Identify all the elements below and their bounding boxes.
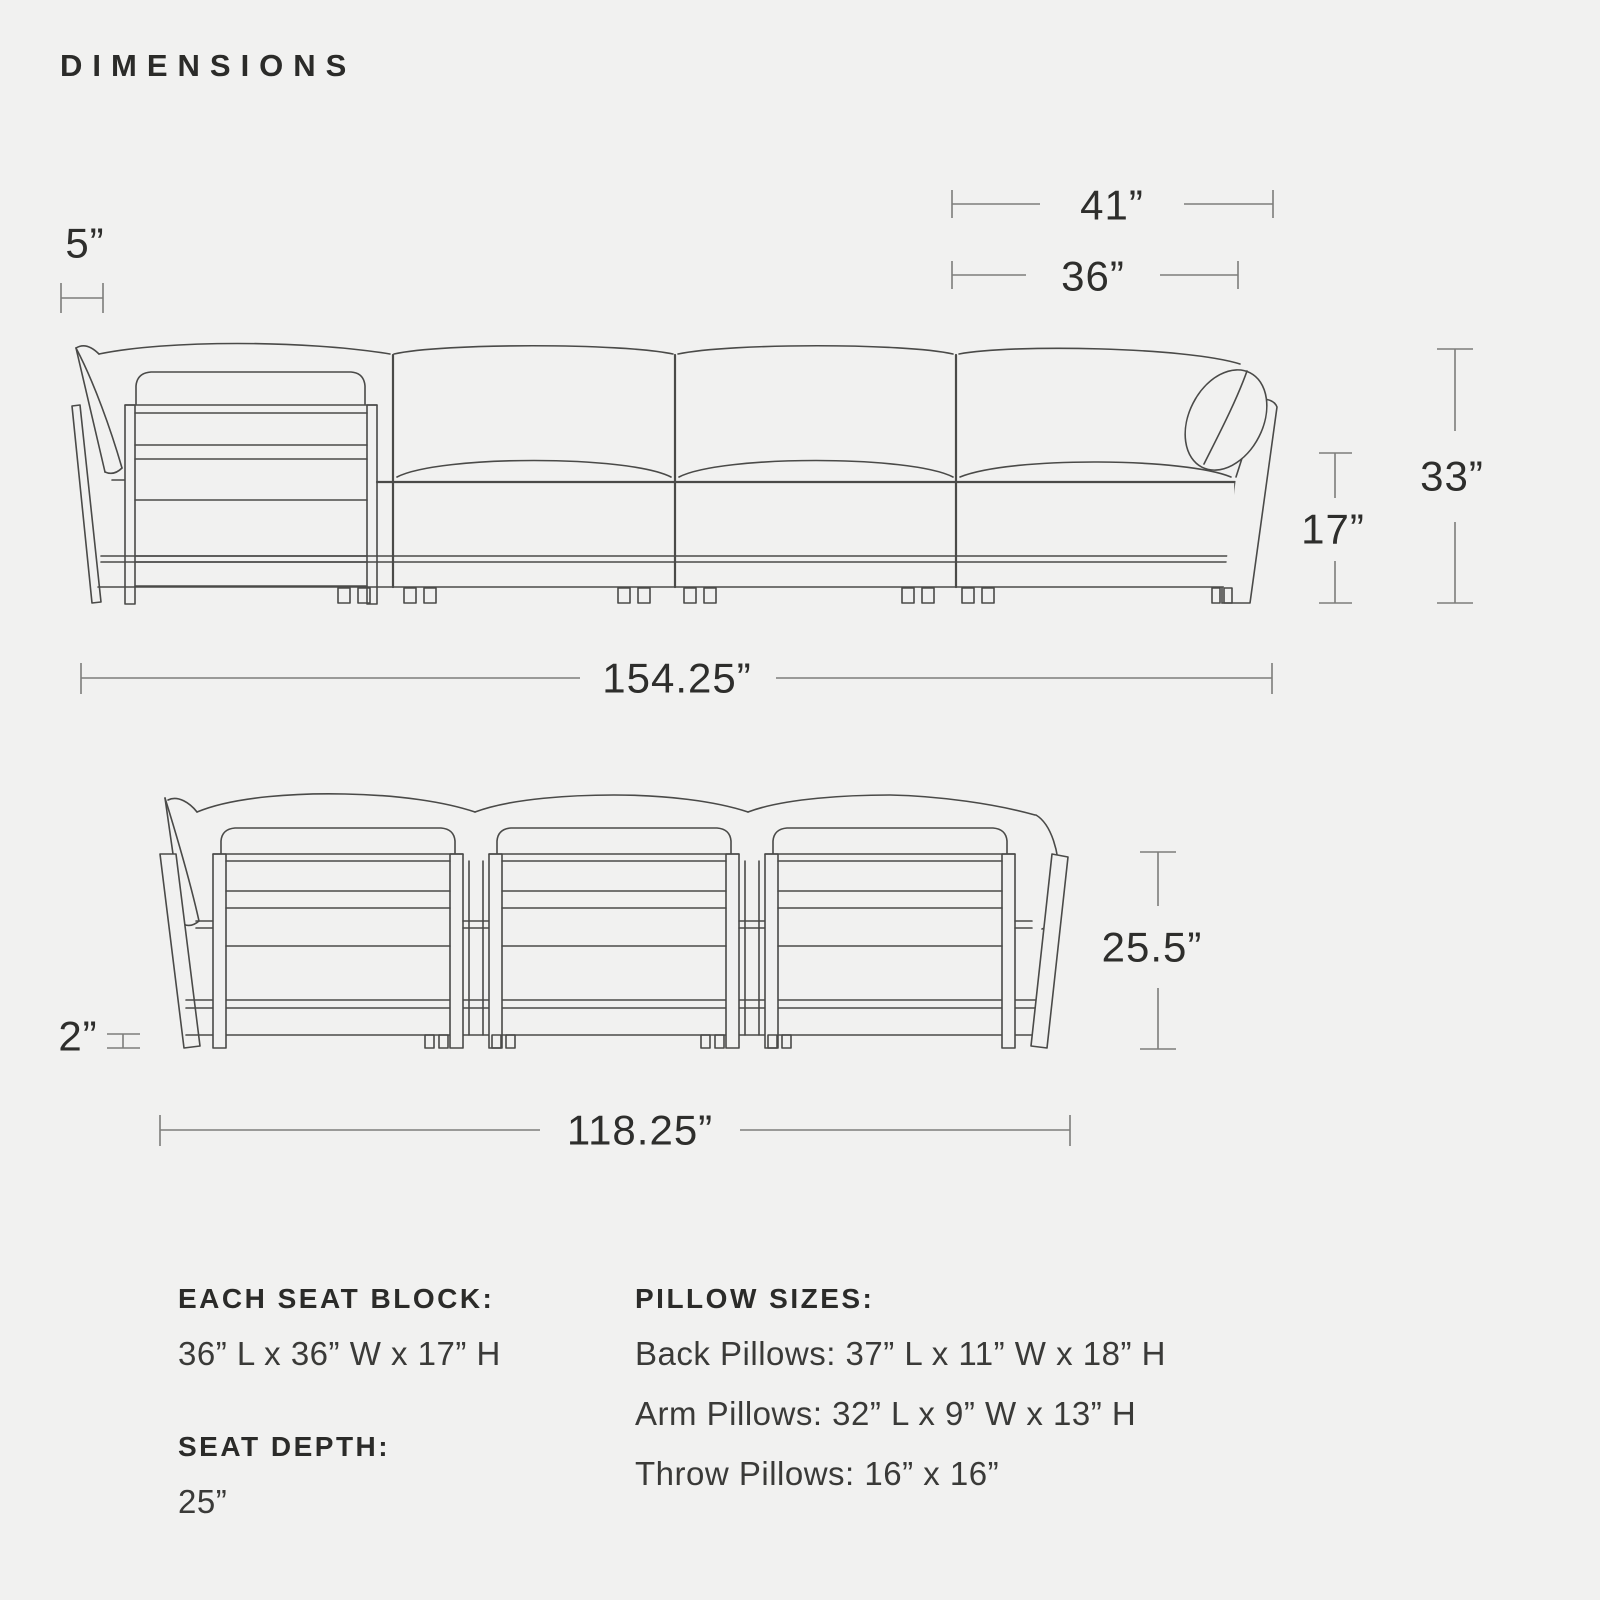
dim-back-height-25 [1102, 852, 1203, 1049]
pillow-size-back: Back Pillows: 37” L x 11” W x 18” H [635, 1335, 1166, 1372]
rear-frame-connector-1 [463, 861, 489, 1035]
dim-label-overall-width: 154.25” [602, 654, 752, 702]
dim-back-block-width-41 [952, 182, 1273, 229]
side-corner-seat-frame [112, 405, 377, 604]
rear-base-structure [186, 1000, 1042, 1035]
sofa-side-view-drawing [72, 344, 1283, 605]
rear-back-cushions [221, 828, 1007, 854]
dim-seat-block-width-36 [952, 253, 1238, 300]
dim-overall-width-154 [81, 655, 1272, 702]
side-seat-cushions [397, 461, 1231, 478]
rear-seat-frame-3 [765, 854, 1015, 1048]
dim-overall-depth-118 [160, 1107, 1070, 1154]
pillow-size-arm: Arm Pillows: 32” L x 9” W x 13” H [635, 1395, 1137, 1432]
page-title: DIMENSIONS [60, 48, 357, 83]
dim-label-leg-height: 2” [58, 1012, 98, 1060]
seat-block-heading: EACH SEAT BLOCK: [178, 1283, 495, 1314]
seat-depth-value: 25” [178, 1483, 228, 1520]
dim-label-arm-width: 5” [65, 219, 105, 267]
pillow-size-throw: Throw Pillows: 16” x 16” [635, 1455, 1000, 1492]
dim-label-overall-depth: 118.25” [566, 1106, 714, 1154]
pillow-sizes-heading: PILLOW SIZES: [635, 1283, 875, 1314]
rear-back-cushion-silhouette [168, 794, 1035, 815]
dim-label-back-block-width: 41” [1080, 181, 1144, 229]
dim-leg-height-2 [58, 1013, 140, 1060]
rear-frame-connector-2 [739, 861, 765, 1035]
seat-specs-column [178, 1283, 608, 1543]
side-legs [338, 588, 994, 603]
dim-label-seat-height: 17” [1301, 505, 1365, 553]
side-left-arm [72, 348, 122, 603]
dim-label-overall-height: 33” [1420, 452, 1484, 500]
seat-block-value: 36” L x 36” W x 17” H [178, 1335, 501, 1372]
side-base-structure [98, 355, 1250, 587]
seat-depth-heading: SEAT DEPTH: [178, 1431, 391, 1462]
rear-left-arm [160, 798, 213, 1048]
pillow-specs-column [635, 1283, 1195, 1515]
dim-seat-height-17 [1301, 453, 1365, 603]
dim-overall-height-33 [1420, 349, 1484, 603]
side-corner-back-cushion [136, 372, 365, 404]
rear-right-arm [1015, 815, 1068, 1048]
rear-seat-frame-2 [489, 854, 739, 1048]
side-back-cushion-silhouette [76, 344, 1240, 365]
sofa-rear-view-drawing [160, 794, 1068, 1048]
dim-arm-width-5 [61, 220, 105, 314]
dim-label-back-height: 25.5” [1101, 923, 1203, 971]
dim-label-seat-block-width: 36” [1061, 252, 1125, 300]
rear-seat-frame-1 [213, 854, 463, 1048]
